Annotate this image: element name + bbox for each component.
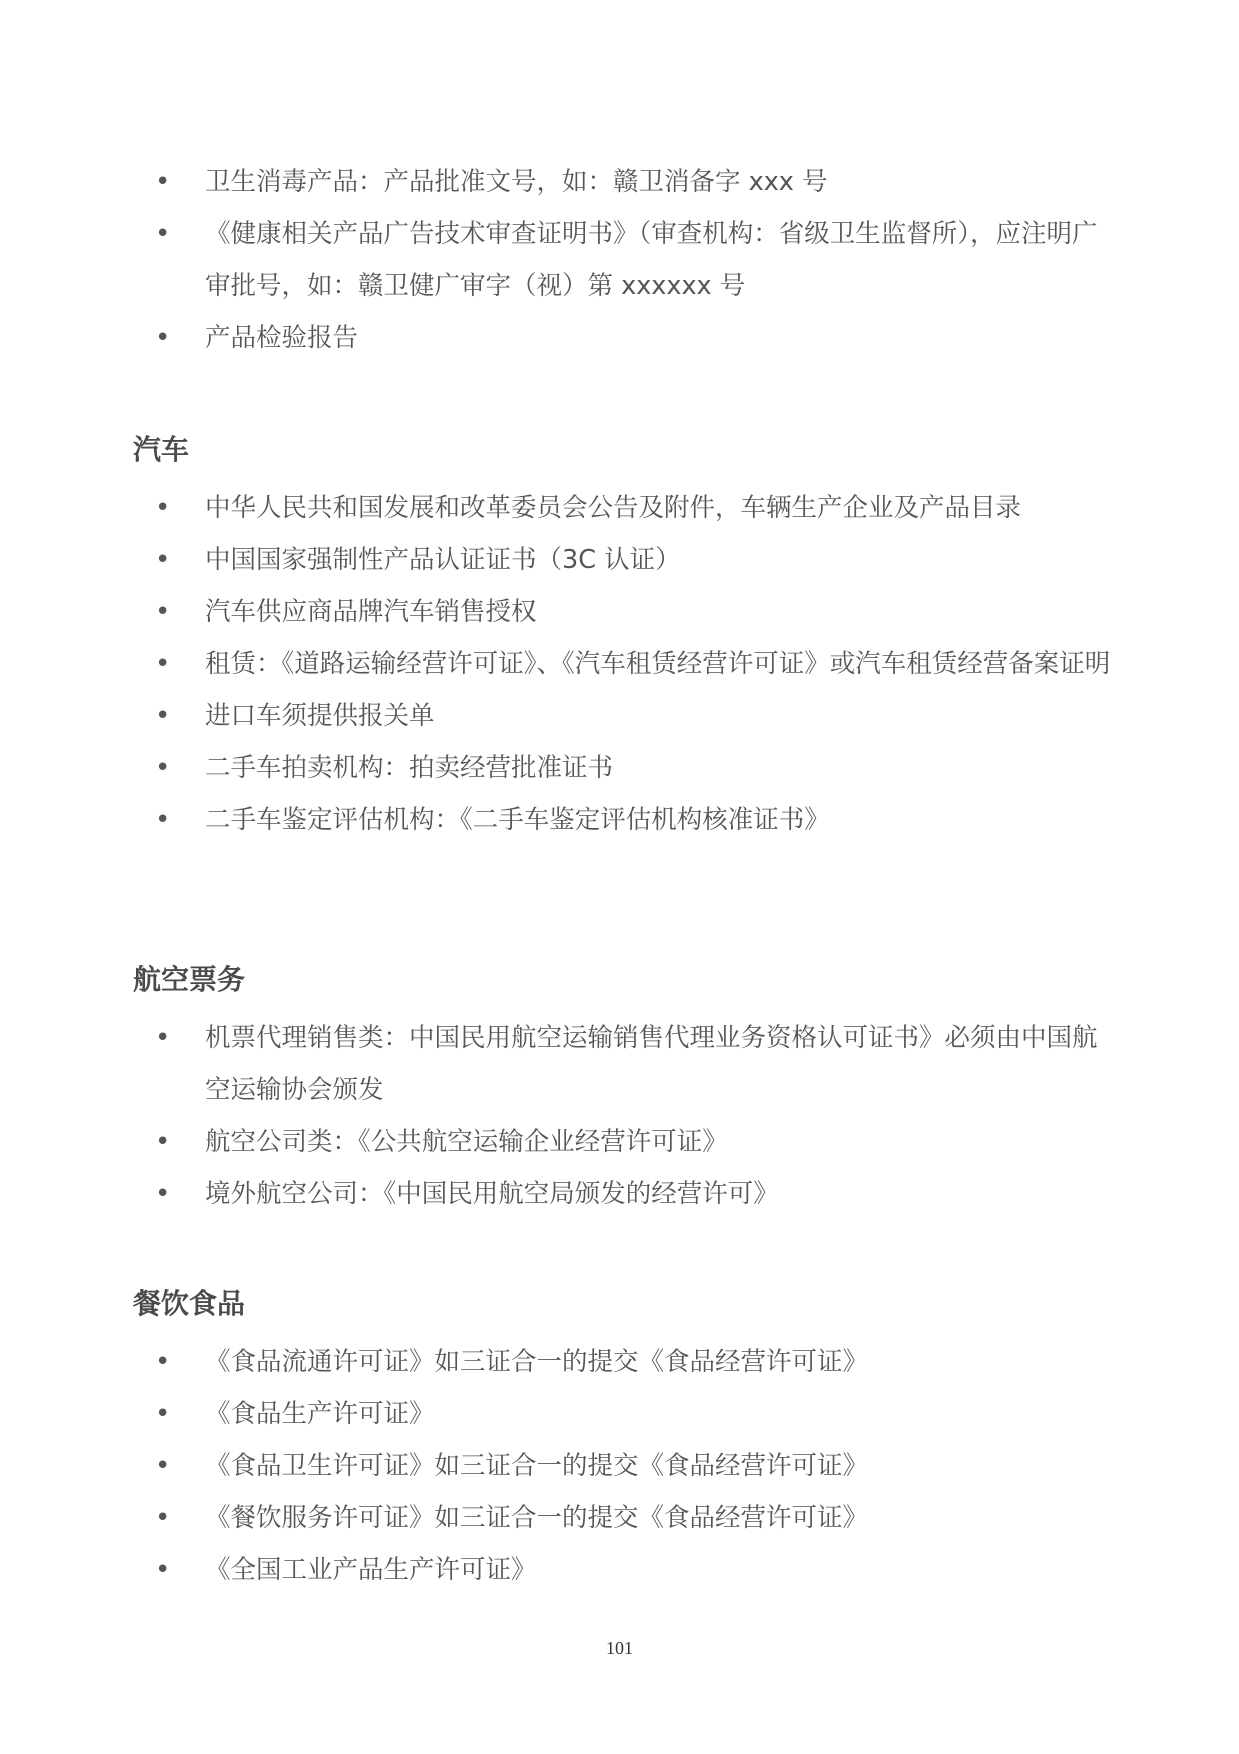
list-item	[0, 1116, 1239, 1168]
list-air-tickets	[0, 1012, 1239, 1220]
list-item	[0, 1544, 1239, 1596]
bullet-icon: •	[155, 1555, 171, 1585]
list-item-text: 进口车须提供报关单	[205, 701, 435, 731]
bullet-icon: •	[155, 545, 171, 575]
list-item	[0, 742, 1239, 794]
list-item	[0, 1168, 1239, 1220]
list-item	[0, 586, 1239, 638]
list-item-text: 二手车鉴定评估机构：《二手车鉴定评估机构核准证书》	[205, 805, 830, 835]
bullet-icon: •	[155, 1503, 171, 1533]
bullet-icon: •	[155, 701, 171, 731]
list-item-text: 中华人民共和国发展和改革委员会公告及附件，车辆生产企业及产品目录	[205, 493, 1022, 523]
list-item	[0, 156, 1239, 208]
bullet-icon: •	[155, 597, 171, 627]
list-food	[0, 1336, 1239, 1596]
list-item-text: 《健康相关产品广告技术审查证明书》（审查机构：省级卫生监督所），应注明广审批号，如：赣卫健广审字（视）第 xxxxxx 号	[205, 219, 1098, 301]
list-item	[0, 1492, 1239, 1544]
list-item-text: 二手车拍卖机构：拍卖经营批准证书	[205, 753, 614, 783]
bullet-icon: •	[155, 323, 171, 353]
list-item	[0, 1388, 1239, 1440]
list-item-text: 境外航空公司：《中国民用航空局颁发的经营许可》	[205, 1179, 779, 1209]
list-item-text: 《食品卫生许可证》如三证合一的提交《食品经营许可证》	[205, 1451, 869, 1481]
list-item	[0, 1012, 1239, 1116]
list-item-text: 《食品生产许可证》	[205, 1399, 435, 1429]
bullet-icon: •	[155, 805, 171, 835]
bullet-icon: •	[155, 167, 171, 197]
bullet-icon: •	[155, 1179, 171, 1209]
list-item-text: 航空公司类：《公共航空运输企业经营许可证》	[205, 1127, 728, 1157]
bullet-icon: •	[155, 1347, 171, 1377]
bullet-icon: •	[155, 649, 171, 679]
list-item	[0, 1336, 1239, 1388]
list-item	[0, 794, 1239, 846]
list-item-text: 《全国工业产品生产许可证》	[205, 1555, 537, 1585]
list-item	[0, 208, 1239, 312]
section-heading-food: 餐饮食品	[133, 1287, 246, 1320]
list-item	[0, 638, 1239, 690]
bullet-icon: •	[155, 493, 171, 523]
section-heading-air-tickets: 航空票务	[133, 963, 246, 996]
list-item	[0, 482, 1239, 534]
list-item-text: 机票代理销售类：中国民用航空运输销售代理业务资格认可证书》必须由中国航空运输协会颁发	[205, 1023, 1098, 1105]
list-item-text: 汽车供应商品牌汽车销售授权	[205, 597, 537, 627]
page-number: 101	[606, 1638, 633, 1658]
list-item	[0, 1440, 1239, 1492]
list-item	[0, 534, 1239, 586]
list-item-text: 卫生消毒产品：产品批准文号，如：赣卫消备字 xxx 号	[205, 167, 828, 197]
list-auto	[0, 482, 1239, 846]
bullet-icon: •	[155, 753, 171, 783]
bullet-icon: •	[155, 219, 171, 249]
section-heading-auto: 汽车	[133, 433, 190, 466]
bullet-icon: •	[155, 1127, 171, 1157]
list-item-text: 中国国家强制性产品认证证书（3C 认证）	[205, 545, 681, 575]
list-item	[0, 312, 1239, 364]
bullet-icon: •	[155, 1451, 171, 1481]
list-item	[0, 690, 1239, 742]
list-health-products	[0, 156, 1239, 364]
list-item-text: 租赁：《道路运输经营许可证》、《汽车租赁经营许可证》或汽车租赁经营备案证明	[205, 649, 1111, 679]
list-item-text: 产品检验报告	[205, 323, 359, 353]
list-item-text: 《食品流通许可证》如三证合一的提交《食品经营许可证》	[205, 1347, 869, 1377]
list-item-text: 《餐饮服务许可证》如三证合一的提交《食品经营许可证》	[205, 1503, 869, 1533]
bullet-icon: •	[155, 1023, 171, 1053]
bullet-icon: •	[155, 1399, 171, 1429]
